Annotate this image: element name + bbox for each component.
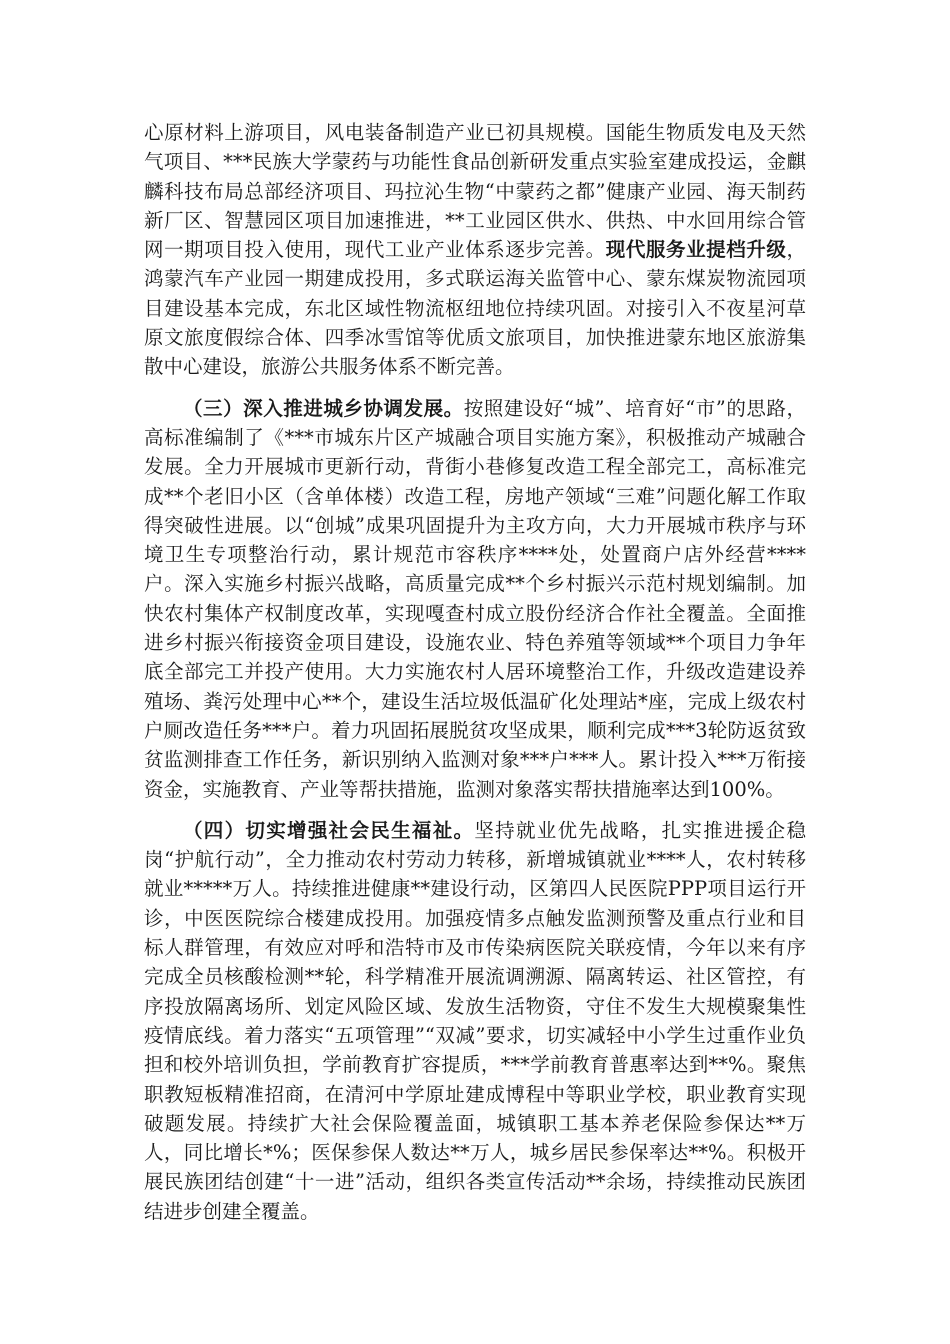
paragraph-gap: [144, 382, 806, 394]
paragraph-urban-rural-body: 按照建设好“城”、培育好“市”的思路，高标准编制了《***市城东片区产城融合项目实施方案》，积极推动产城融合发展。全力开展城市更新行动，背街小巷修复改造工程全部完工，高标准完成**个老旧小区（含单体楼）改造工程，房地产领域“三难”问题化解工作取得突破性进展。以“创城”成果巩固提升为主攻方向，大力开展城市秩序与环境卫生专项整治行动，累计规范市容秩序****处，处置商户店外经营****户。深入实施乡村振兴战略，高质量完成**个乡村振兴示范村规划编制。加快农村集体产权制度改革，实现嘎查村成立股份经济合作社全覆盖。全面推进乡村振兴衔接资金项目建设，设施农业、特色养殖等领域**个项目力争年底全部完工并投产使用。大力实施农村人居环境整治工作，升级改造建设养殖场、粪污处理中心**个，建设生活垃圾低温矿化处理站*座，完成上级农村户厕改造任务***户。着力巩固拓展脱贫攻坚成果，顺利完成***3轮防返贫致贫监测排查工作任务，新识别纳入监测对象***户***人。累计投入***万衔接资金，实施教育、产业等帮扶措施，监测对象落实帮扶措施率达到100%。: [144, 396, 806, 801]
section-heading-4: （四）切实增强社会民生福祉。: [183, 818, 475, 842]
paragraph-livelihood: [144, 816, 806, 1226]
heading-modern-services: 现代服务业提档升级: [605, 238, 787, 262]
paragraph-urban-rural: [144, 394, 806, 804]
paragraph-livelihood-body: 坚持就业优先战略，扎实推进援企稳岗“护航行动”，全力推动农村劳动力转移，新增城镇就业****人，农村转移就业*****万人。持续推进健康**建设行动，区第四人民医院PPP项目运行开诊，中医医院综合楼建成投用。加强疫情多点触发监测预警及重点行业和目标人群管理，有效应对呼和浩特市及市传染病医院关联疫情，今年以来有序完成全员核酸检测**轮，科学精准开展流调溯源、隔离转运、社区管控，有序投放隔离场所、划定风险区域、发放生活物资，守住不发生大规模聚集性疫情底线。着力落实“五项管理”“双减”要求，切实减轻中小学生过重作业负担和校外培训负担，学前教育扩容提质，***学前教育普惠率达到**%。聚焦职教短板精准招商，在清河中学原址建成博程中等职业学校，职业教育实现破题发展。持续扩大社会保险覆盖面，城镇职工基本养老保险参保达**万人，同比增长*%；医保参保人数达**万人，城乡居民参保率达**%。积极开展民族团结创建“十一进”活动，组织各类宣传活动**余场，持续推动民族团结进步创建全覆盖。: [144, 818, 806, 1223]
paragraph-industry-text-2: ，鸿蒙汽车产业园一期建成投用，多式联运海关监管中心、蒙东煤炭物流园项目建设基本完成，东北区域性物流枢纽地位持续巩固。对接引入不夜星河草原文旅度假综合体、四季冰雪馆等优质文旅项目，加快推进蒙东地区旅游集散中心建设，旅游公共服务体系不断完善。: [144, 238, 806, 379]
paragraph-gap: [144, 804, 806, 816]
section-heading-3: （三）深入推进城乡协调发展。: [183, 396, 464, 420]
paragraph-industry-text-1: 心原材料上游项目，风电装备制造产业已初具规模。国能生物质发电及天然气项目、***民族大学蒙药与功能性食品创新研发重点实验室建成投运，金麒麟科技布局总部经济项目、玛拉沁生物“中蒙药之都”健康产业园、海天制药新厂区、智慧园区项目加速推进，**工业园区供水、供热、中水回用综合管网一期项目投入使用，现代工业产业体系逐步完善。: [144, 121, 806, 262]
document-body: [144, 118, 806, 1226]
paragraph-industry: [144, 118, 806, 382]
